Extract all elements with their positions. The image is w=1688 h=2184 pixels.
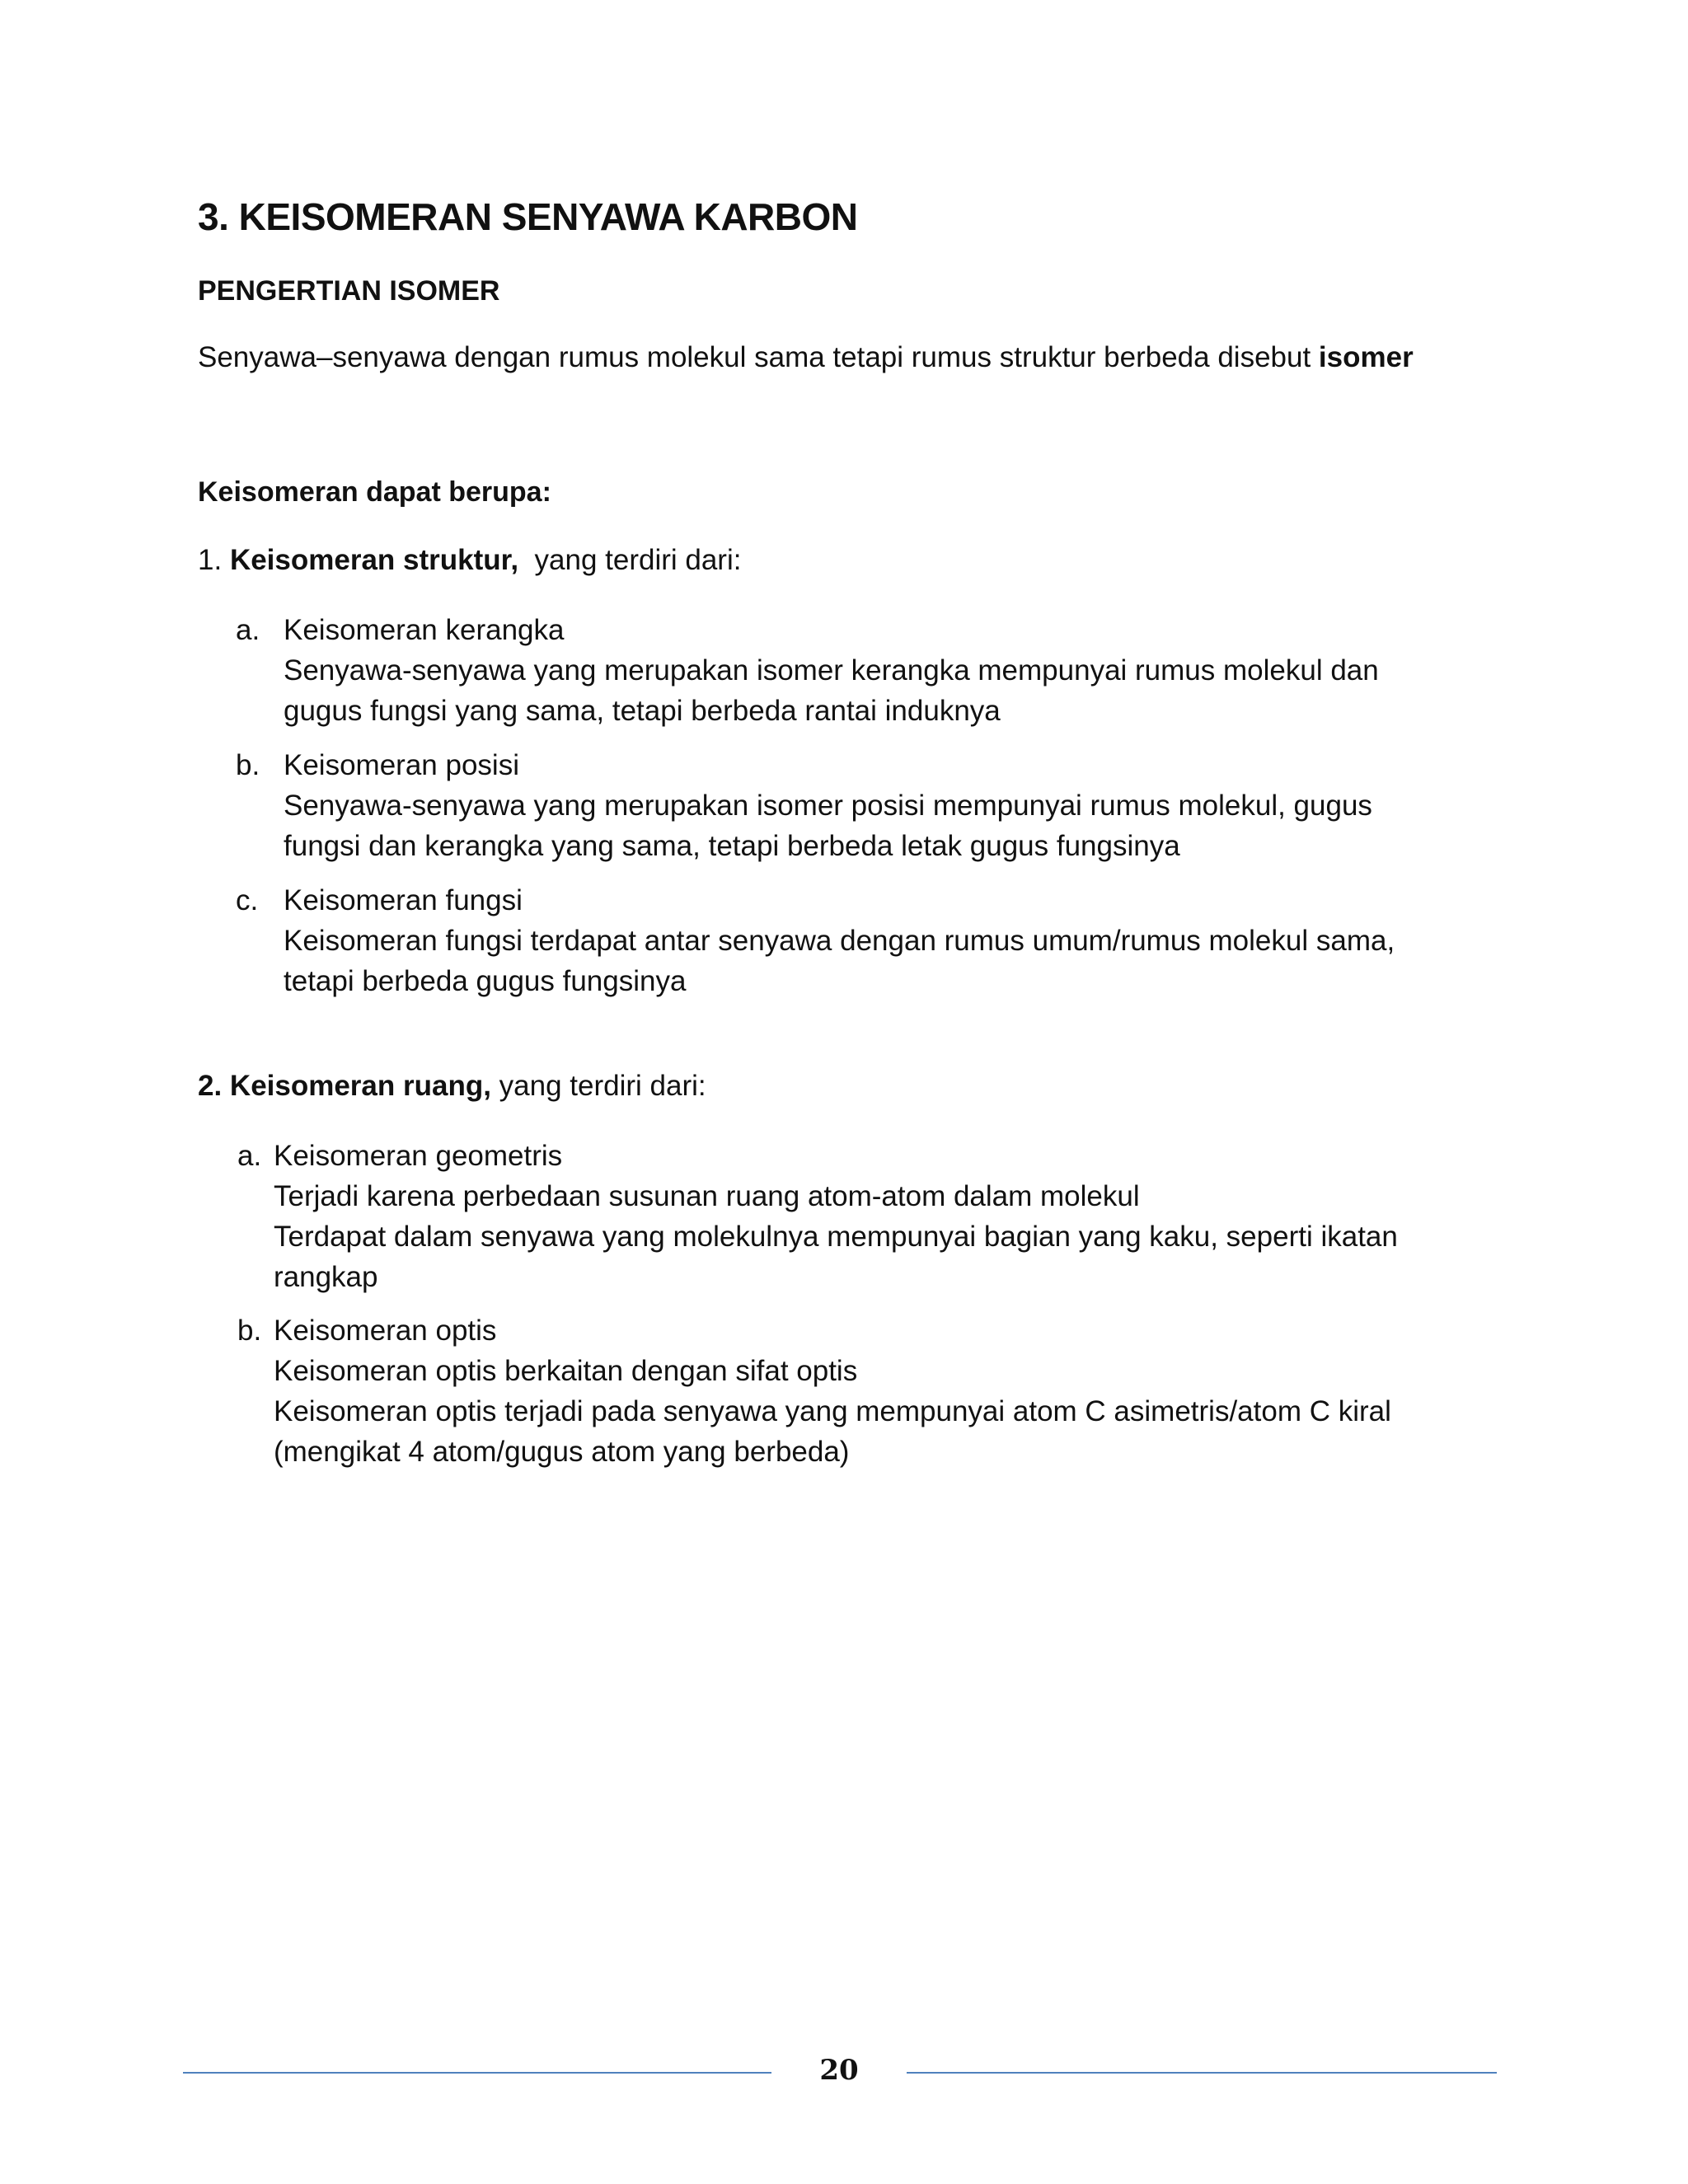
item-heading: Keisomeran geometris — [274, 1140, 563, 1172]
item-line: rangkap — [274, 1261, 378, 1293]
item-heading: Keisomeran posisi — [284, 749, 519, 781]
lead-heading: Keisomeran dapat berupa: — [198, 476, 551, 508]
page-number: 20 — [819, 2054, 859, 2087]
item-line: Terdapat dalam senyawa yang molekulnya mempunyai bagian yang kaku, seperti ikatan — [274, 1221, 1398, 1253]
list-marker: b. — [237, 1315, 262, 1347]
list-marker: b. — [236, 749, 260, 781]
section-spatial-heading — [198, 1070, 706, 1103]
item-line: Terjadi karena perbedaan susunan ruang atom-atom dalam molekul — [274, 1180, 1140, 1212]
isomer-definition — [198, 341, 1414, 374]
section-title: Keisomeran struktur, — [229, 544, 519, 576]
list-marker: c. — [236, 884, 259, 916]
footer-rule-left — [183, 2072, 771, 2074]
definition-term: isomer — [1318, 341, 1414, 373]
item-line: fungsi dan kerangka yang sama, tetapi berbeda letak gugus fungsinya — [284, 830, 1180, 862]
list-marker: a. — [237, 1140, 262, 1172]
list-marker: a. — [236, 614, 260, 646]
item-line: Keisomeran fungsi terdapat antar senyawa dengan rumus umum/rumus molekul sama, — [284, 925, 1395, 957]
section-structural-heading — [198, 544, 741, 577]
definition-text: Senyawa–senyawa dengan rumus molekul sama tetapi rumus struktur berbeda disebut — [198, 341, 1319, 373]
section-number: 1. — [198, 544, 223, 576]
section-rest: yang terdiri dari: — [490, 1070, 706, 1102]
item-line: (mengikat 4 atom/gugus atom yang berbeda) — [274, 1436, 850, 1468]
item-line: Senyawa-senyawa yang merupakan isomer posisi mempunyai rumus molekul, gugus — [284, 790, 1372, 822]
section-rest: yang terdiri dari: — [518, 544, 742, 576]
item-line: Keisomeran optis berkaitan dengan sifat optis — [274, 1355, 858, 1387]
item-line: tetapi berbeda gugus fungsinya — [284, 965, 687, 997]
item-heading: Keisomeran fungsi — [284, 884, 523, 916]
item-line: gugus fungsi yang sama, tetapi berbeda rantai induknya — [284, 695, 1001, 727]
footer-rule-right — [907, 2072, 1497, 2074]
section-subtitle: PENGERTIAN ISOMER — [198, 275, 500, 307]
section-title: 2. Keisomeran ruang, — [198, 1070, 491, 1102]
page-title: 3. KEISOMERAN SENYAWA KARBON — [198, 195, 858, 238]
item-line: Senyawa-senyawa yang merupakan isomer kerangka mempunyai rumus molekul dan — [284, 654, 1379, 687]
item-line: Keisomeran optis terjadi pada senyawa yang mempunyai atom C asimetris/atom C kiral — [274, 1395, 1391, 1427]
item-heading: Keisomeran kerangka — [284, 614, 565, 646]
item-heading: Keisomeran optis — [274, 1315, 497, 1347]
